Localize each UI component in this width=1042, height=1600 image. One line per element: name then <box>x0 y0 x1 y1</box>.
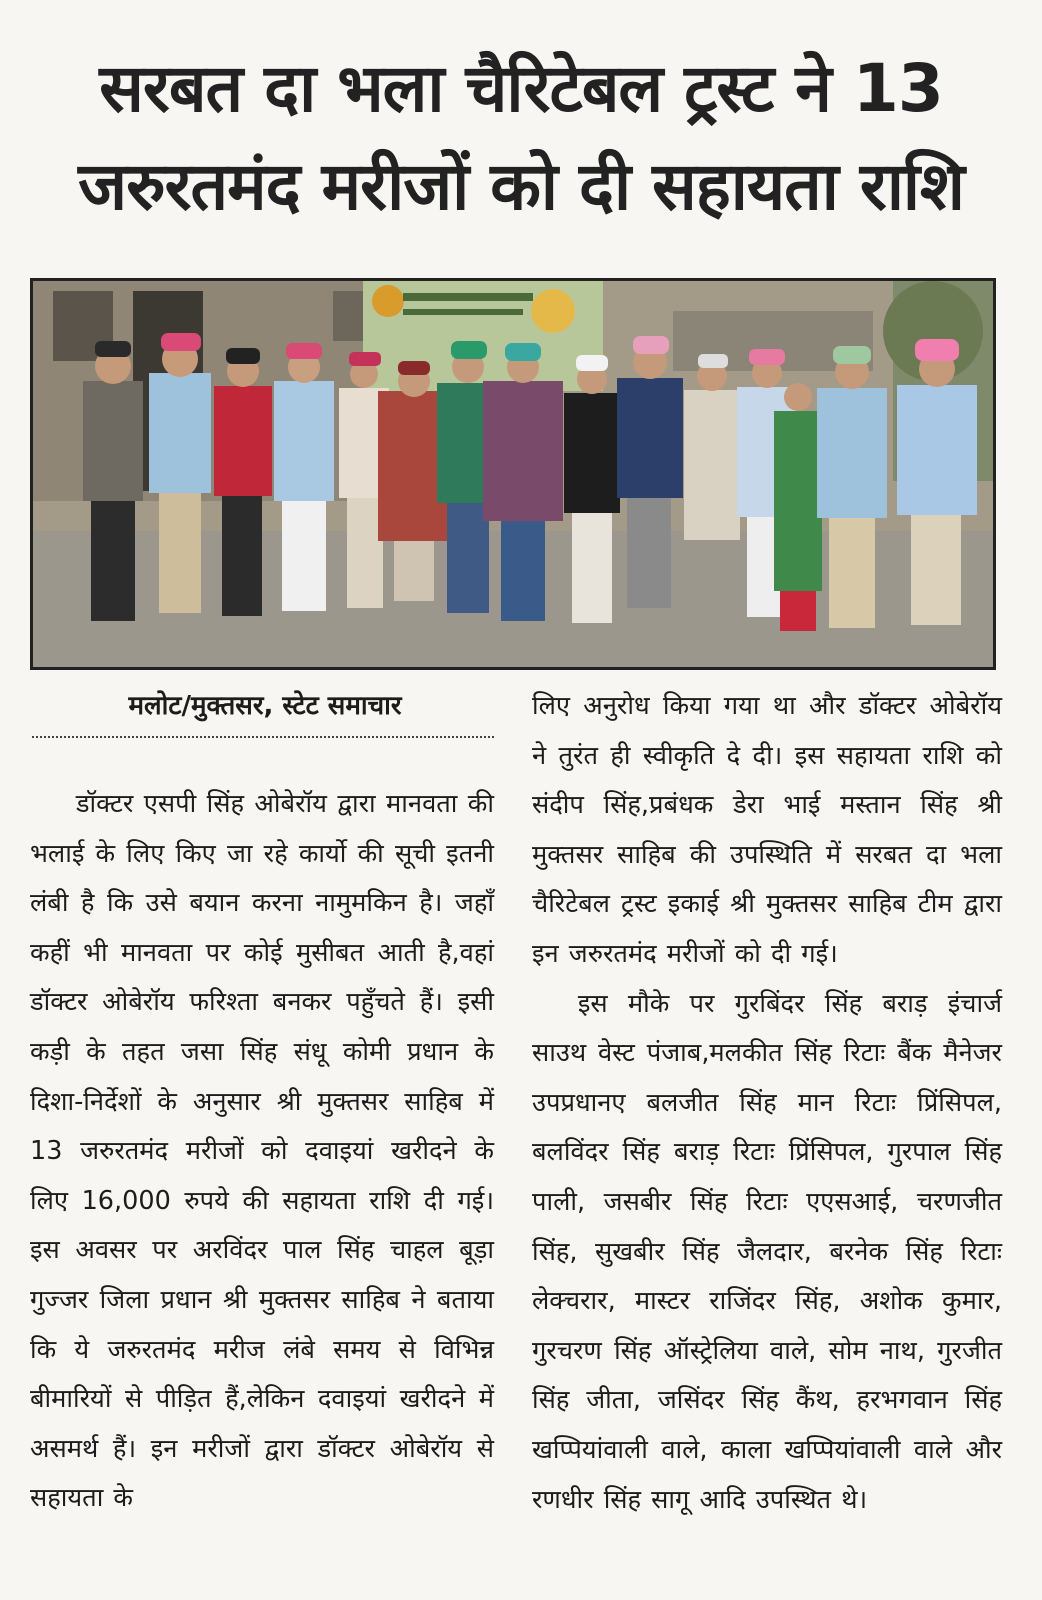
dateline: मलोट/मुक्तसर, स्टेट समाचार <box>128 691 402 721</box>
headline-line-1: सरबत दा भला चैरिटेबल ट्रस्ट ने 13 <box>99 50 943 127</box>
article-column-right <box>532 682 1002 1525</box>
article-paragraph: डॉक्टर एसपी सिंह ओबेरॉय द्वारा मानवता की भलाई के लिए किए जा रहे कार्यो की सूची इतनी लंबी है कि उसे बयान करना नामुमकिन है। जहाँ कहीं भी मानवता पर कोई मुसीबत आती है,वहां डॉक्टर ओबेरॉय फरिश्ता बनकर पहुँचते हैं। इसी कड़ी के तहत जसा सिंह संधू कोमी प्रधान के दिशा-निर्देशों के अनुसार श्री मुक्तसर साहिब में 13 जरुरतमंद मरीजों को दवाइयां खरीदने के लिए 16,000 रुपये की सहायता राशि दी गई। इस अवसर पर अरविंदर पाल सिंह चाहल बूड़ा गुज्जर जिला प्रधान श्री मुक्तसर साहिब ने बताया कि ये जरुरतमंद मरीज लंबे समय से विभिन्न बीमारियों से पीड़ित हैं,लेकिन दवाइयां खरीदने में असमर्थ हैं। इन मरीजों द्वारा डॉक्टर ओबेरॉय से सहायता के <box>30 789 494 1514</box>
article-column-left <box>30 780 494 1524</box>
group-photo <box>30 278 996 670</box>
article-paragraph: इस मौके पर गुरबिंदर सिंह बराड़ इंचार्ज साउथ वेस्ट पंजाब,मलकीत सिंह रिटाः बैंक मैनेजर उपप्रधानए बलजीत सिंह मान रिटाः प्रिंसिपल, बलविंदर सिंह बराड़ रिटाः प्रिंसिपल, गुरपाल सिंह पाली, जसबीर सिंह रिटाः एएसआई, चरणजीत सिंह, सुखबीर सिंह जैलदार, बरनेक सिंह रिटाः लेक्चरार, मास्टर राजिंदर सिंह, अशोक कुमार, गुरचरण सिंह ऑस्ट्रेलिया वाले, सोम नाथ, गुरजीत सिंह जीता, जसिंदर सिंह कैंथ, हरभगवान सिंह खप्पियांवाली वाले, काला खप्पियांवाली वाले और रणधीर सिंह सागू आदि उपस्थित थे। <box>532 988 1002 1515</box>
group-photo-icon <box>33 281 993 667</box>
article-paragraph-continued: लिए अनुरोध किया गया था और डॉक्टर ओबेरॉय ने तुरंत ही स्वीकृति दे दी। इस सहायता राशि को संदीप सिंह,प्रबंधक डेरा भाई मस्तान सिंह श्री मुक्तसर साहिब की उपस्थिति में सरबत दा भला चैरिटेबल ट्रस्ट इकाई श्री मुक्तसर साहिब टीम द्वारा इन जरुरतमंद मरीजों को दी गई। <box>532 691 1002 969</box>
dotted-divider <box>32 736 494 738</box>
headline-line-2: जरुरतमंद मरीजों को दी सहायता राशि <box>78 148 964 225</box>
headline <box>28 40 1014 236</box>
